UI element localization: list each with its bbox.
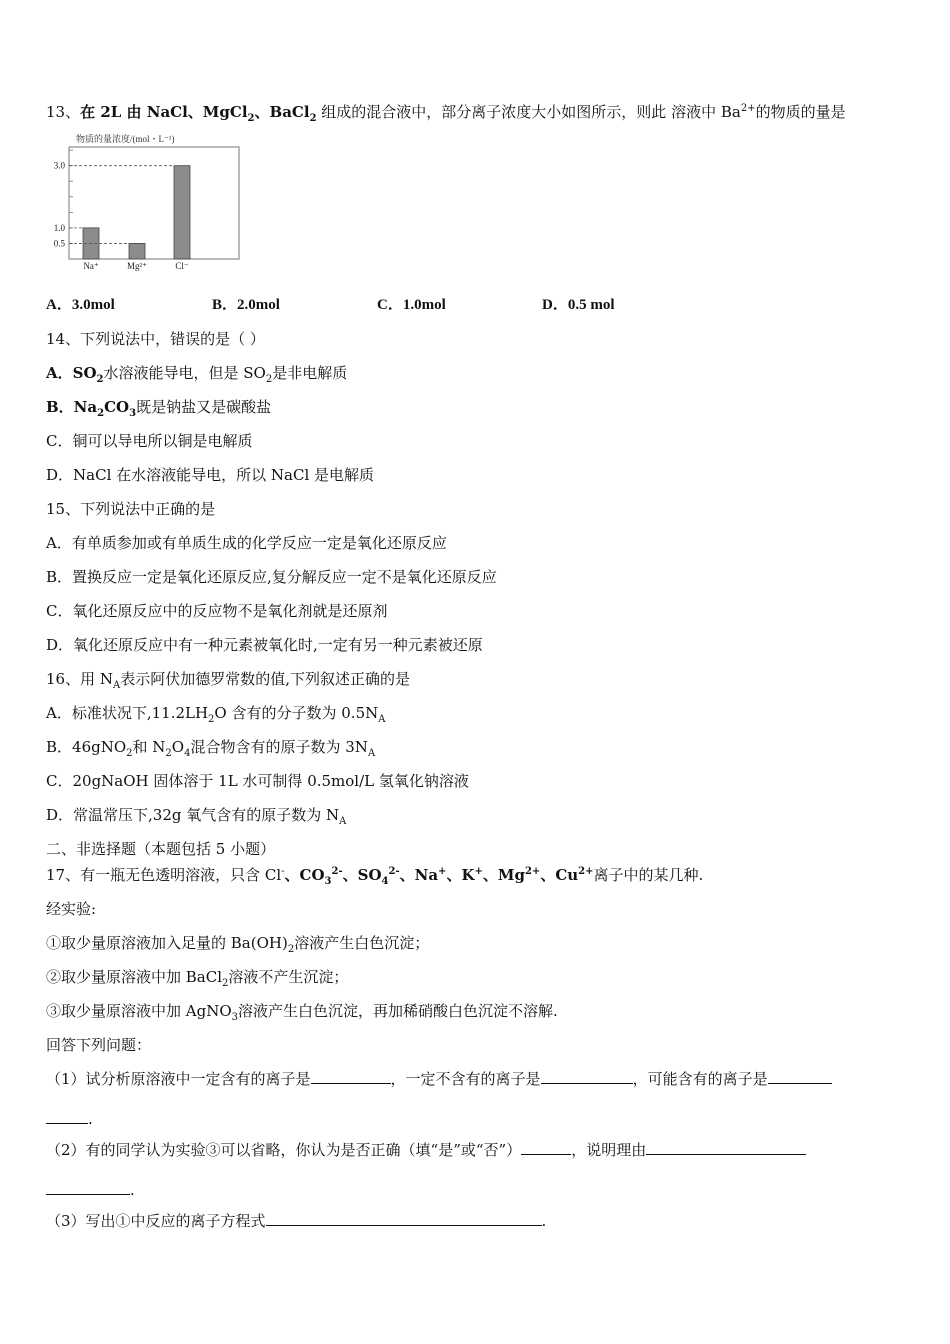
- q16-option-a[interactable]: A．标准状况下$,11.2LH_2O$ 含有的分子数为 $0.5N_A$: [46, 704, 386, 725]
- q17-part-2: （2）有的同学认为实验③可以省略，你认为是否正确（填“是”或“否”） ，说明理由: [46, 1140, 806, 1160]
- q15-option-b[interactable]: B．置换反应一定是氧化还原反应,复分解反应一定不是氧化还原反应: [46, 568, 497, 586]
- q14-option-b[interactable]: B．$Na_2CO_3$既是钠盐又是碳酸盐: [46, 398, 272, 419]
- q16-option-c[interactable]: C．20gNaOH 固体溶于 1L 水可制得 0.5mol/L 氢氧化钠溶液: [46, 772, 469, 790]
- x-tick-label: Cl⁻: [175, 261, 189, 271]
- q17-part-1-cont: .: [46, 1109, 93, 1129]
- q14-stem: 14、下列说法中，错误的是（ ）: [46, 330, 265, 348]
- q13-options: [46, 295, 746, 315]
- x-tick-label: Mg²⁺: [127, 261, 147, 271]
- q17-experiment-label: 经实验:: [46, 900, 97, 918]
- q17-experiment-2: ②取少量原溶液中加 BaCl$_2$溶液不产生沉淀；: [46, 968, 349, 989]
- q16-option-b[interactable]: B．46gNO$_2$和 $N_2O_4$混合物含有的原子数为 $3N_A$: [46, 738, 376, 759]
- x-tick-label: Na⁺: [83, 261, 99, 271]
- q17-part-3: （3）写出①中反应的离子方程式 .: [46, 1212, 547, 1230]
- q17-experiment-3: ③取少量原溶液中加 AgNO$_3$溶液产生白色沉淀，再加稀硝酸白色沉淀不溶解.: [46, 1002, 558, 1023]
- q17-stem: 17、有一瓶无色透明溶液，只含 Cl-、$CO_3^{2-}$、$SO_4^{2-}$、Na+、K+、$Mg^{2+}$、$Cu^{2+}$离子中的某几种.: [46, 866, 704, 887]
- q13-option-d[interactable]: D．0.5 mol: [542, 297, 615, 313]
- y-tick-label: 1.0: [53, 222, 65, 233]
- q14-option-a[interactable]: A．$SO_2$水溶液能导电，但是 $SO_2$是非电解质: [46, 364, 348, 385]
- y-tick-label: 3.0: [53, 160, 65, 171]
- q17-experiment-1: ①取少量原溶液加入足量的 $Ba(OH)_2$溶液产生白色沉淀；: [46, 934, 430, 955]
- q13-option-b[interactable]: B．2.0mol: [212, 297, 280, 313]
- q15-option-c[interactable]: C．氧化还原反应中的反应物不是氧化剂就是还原剂: [46, 602, 388, 620]
- answer-blank-4[interactable]: [521, 1140, 571, 1155]
- q13-option-c[interactable]: C．1.0mol: [377, 297, 446, 313]
- bar-2: [174, 166, 190, 259]
- y-tick-label: 0.5: [53, 238, 65, 249]
- ion-concentration-chart: [46, 130, 246, 275]
- q17-part-1: （1）试分析原溶液中一定含有的离子是 ，一定不含有的离子是 ，可能含有的离子是: [46, 1069, 832, 1089]
- q13-option-a[interactable]: A．3.0mol: [46, 297, 115, 313]
- answer-blank-3-cont[interactable]: [46, 1109, 88, 1124]
- q17-answer-label: 回答下列问题：: [46, 1036, 152, 1054]
- q17-part-2-cont: .: [46, 1180, 135, 1200]
- q16-stem: 16、用 $N_A$表示阿伏加德罗常数的值,下列叙述正确的是: [46, 670, 410, 691]
- answer-blank-6[interactable]: [266, 1211, 542, 1226]
- answer-blank-3[interactable]: [768, 1069, 832, 1084]
- chart-title: 物质的量浓度/(mol・L⁻¹): [76, 134, 175, 144]
- answer-blank-2[interactable]: [541, 1069, 633, 1084]
- q14-option-d[interactable]: D．NaCl 在水溶液能导电，所以 NaCl 是电解质: [46, 466, 375, 484]
- answer-blank-1[interactable]: [311, 1069, 391, 1084]
- q16-option-d[interactable]: D．常温常压下,32g 氧气含有的原子数为 $N_A$: [46, 806, 347, 827]
- bar-1: [129, 243, 145, 259]
- q15-stem: 15、下列说法中正确的是: [46, 500, 216, 518]
- q14-option-c[interactable]: C．铜可以导电所以铜是电解质: [46, 432, 253, 450]
- q15-option-d[interactable]: D．氧化还原反应中有一种元素被氧化时,一定有另一种元素被还原: [46, 636, 483, 654]
- answer-blank-5-cont[interactable]: [46, 1180, 130, 1195]
- q15-option-a[interactable]: A．有单质参加或有单质生成的化学反应一定是氧化还原反应: [46, 534, 447, 552]
- q13-stem: 13、在 2L 由 NaCl、MgCl$_2$、BaCl$_2$ 组成的混合液中，部分离子浓度大小如图所示，则此 溶液中 $Ba^{2+}$的物质的量是: [46, 103, 846, 124]
- section-heading: 二、非选择题（本题包括 5 小题）: [46, 840, 276, 858]
- answer-blank-5[interactable]: [646, 1140, 806, 1155]
